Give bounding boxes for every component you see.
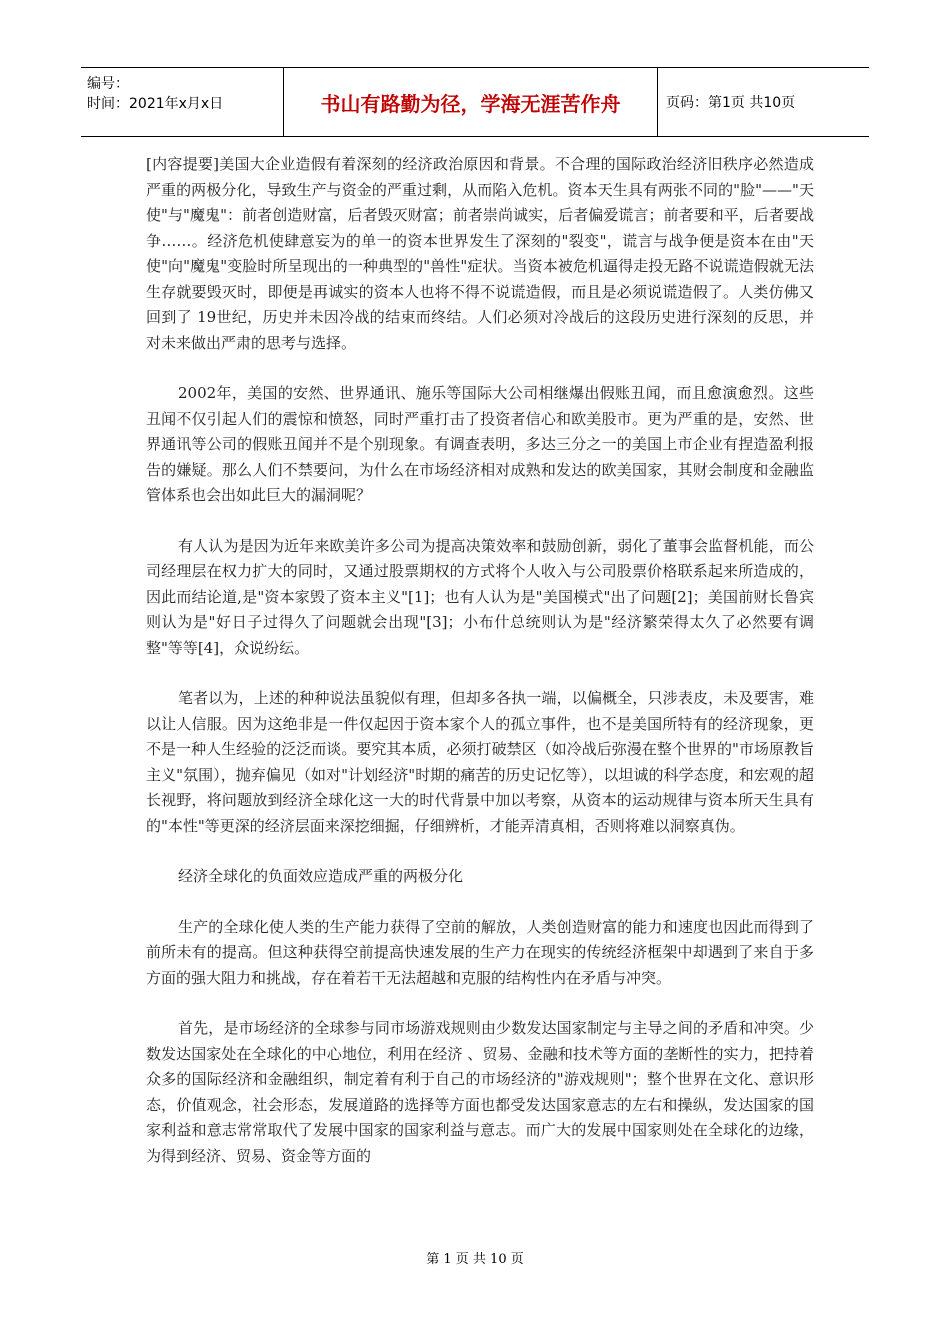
page-footer: 第 1 页 共 10 页 <box>426 1252 524 1267</box>
header-page-info: 页码：第1页 共10页 <box>666 95 796 111</box>
document-body <box>146 152 814 1194</box>
body-paragraph: 笔者以为，上述的种种说法虽貌似有理，但却多各执一端，以偏概全，只涉表皮，未及要害，难以让人信服。因为这绝非是一件仅起因于资本家个人的孤立事件，也不是美国所特有的经济现象，更不是一种人生经验的泛泛而谈。要究其本质，必须打破禁区（如冷战后弥漫在整个世界的"市场原教旨主义"氛围），抛弃偏见（如对"计划经济"时期的痛苦的历史记忆等），以坦诚的科学态度，和宏观的超长视野，将问题放到经济全球化这一大的时代背景中加以考察，从资本的运动规律与资本所天生具有的"本性"等更深的经济层面来深挖细掘，仔细辨析，才能弄清真相，否则将难以洞察真伪。 <box>146 689 814 835</box>
header-meta <box>81 68 284 136</box>
body-paragraph: 有人认为是因为近年来欧美许多公司为提高决策效率和鼓励创新，弱化了董事会监督机能，而公司经理层在权力扩大的同时，又通过股票期权的方式将个人收入与公司股票价格联系起来所造成的，因此而结论道,是"资本家毁了资本主义"[1]；也有人认为是"美国模式"出了问题[2]；美国前财长鲁宾则认为是"好日子过得久了问题就会出现"[3]；小布什总统则认为是"经济繁荣得太久了必然要有调整"等等[4]，众说纷纭。 <box>146 536 814 657</box>
section-heading: 经济全球化的负面效应造成严重的两极分化 <box>178 867 464 885</box>
body-paragraph: 首先，是市场经济的全球参与同市场游戏规则由少数发达国家制定与主导之间的矛盾和冲突。少数发达国家处在全球化的中心地位，利用在经济 、贸易、金融和技术等方面的垄断性的实力，把持着众多的国际经济和金融组织，制定着有利于自己的市场经济的"游戏规则"；整个世界在文化、意识形态，价值观念，社会形态，发展道路的选择等方面也都受发达国家意志的左右和操纵，发达国家的国家利益和意志常常取代了发展中国家的国家利益与意志。而广大的发展中国家则处在全球化的边缘，为得到经济、贸易、资金等方面的 <box>146 1019 814 1165</box>
document-time-label: 时间：2021年x月x日 <box>87 96 224 112</box>
document-number-label: 编号： <box>87 76 129 92</box>
body-paragraph: 生产的全球化使人类的生产能力获得了空前的解放，人类创造财富的能力和速度也因此而得到了前所未有的提高。但这种获得空前提高快速发展的生产力在现实的传统经济框架中却遇到了来自于多方面的强大阻力和挑战，存在着若干无法超越和克服的结构性内在矛盾与冲突。 <box>146 917 814 987</box>
header-motto: 书山有路勤为径，学海无涯苦作舟 <box>284 68 658 136</box>
page-header <box>81 67 869 137</box>
body-paragraph: 2002年，美国的安然、世界通讯、施乐等国际大公司相继爆出假账丑闻，而且愈演愈烈。这些丑闻不仅引起人们的震惊和愤怒，同时严重打击了投资者信心和欧美股市。更为严重的是，安然、世界通讯等公司的假账丑闻并不是个别现象。有调查表明，多达三分之一的美国上市企业有捏造盈利报告的嫌疑。那么人们不禁要问，为什么在市场经济相对成熟和发达的欧美国家，其财会制度和金融监管体系也会出如此巨大的漏洞呢？ <box>146 384 814 504</box>
abstract-paragraph: [内容提要]美国大企业造假有着深刻的经济政治原因和背景。不合理的国际政治经济旧秩序必然造成严重的两极分化，导致生产与资金的严重过剩，从而陷入危机。资本天生具有两张不同的"脸"——"天使"与"魔鬼"：前者创造财富，后者毁灭财富；前者崇尚诚实，后者偏爱谎言；前者要和平，后者要战争……。经济危机使肆意妄为的单一的资本世界发生了深刻的"裂变"，谎言与战争便是资本在由"天使"向"魔鬼"变脸时所呈现出的一种典型的"兽性"症状。当资本被危机逼得走投无路不说谎造假就无法生存就要毁灭时，即便是再诚实的资本人也将不得不说谎造假，而且是必须说谎造假了。人类仿佛又回到了 19世纪，历史并未因冷战的结束而终结。人们必须对冷战后的这段历史进行深刻的反思，并对未来做出严肃的思考与选择。 <box>146 155 814 352</box>
